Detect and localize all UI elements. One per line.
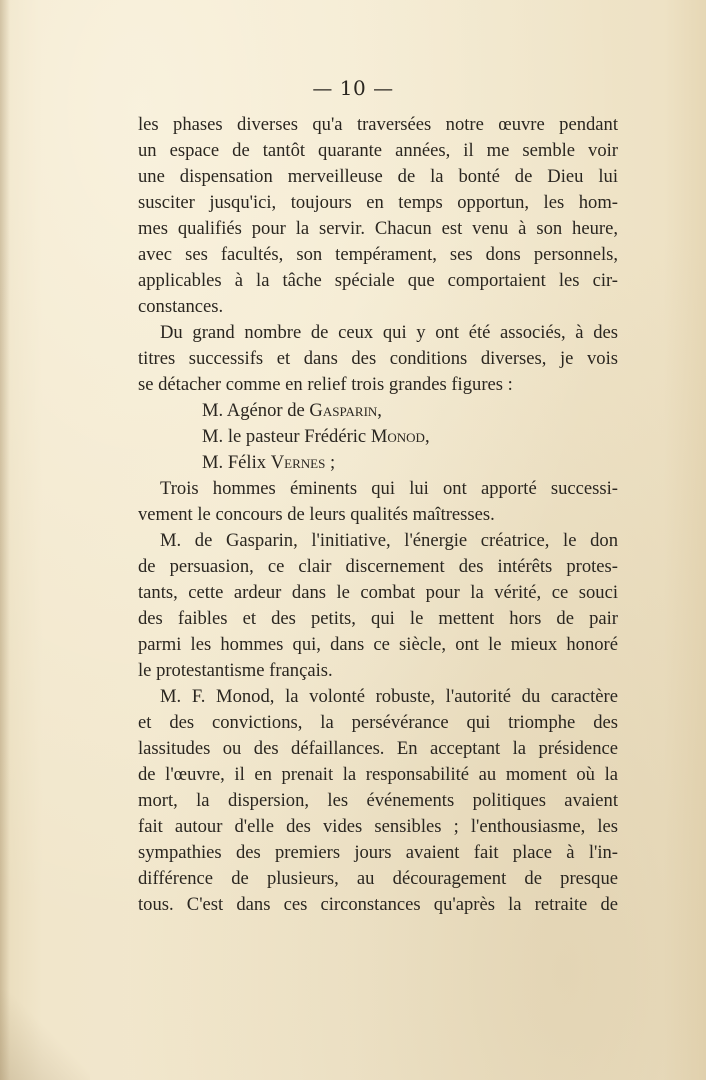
text-line: parmi les hommes qui, dans ce siècle, ont le mieux honoré: [138, 634, 618, 655]
text-line: de l'œuvre, il en prenait la responsabilité au moment où la: [138, 764, 618, 785]
text-line: différence de plusieurs, au découragement de presque: [138, 868, 618, 889]
text-line: les phases diverses qu'a traversées notre œuvre pendant: [138, 114, 618, 135]
text-line: mort, la dispersion, les événements politiques avaient: [138, 790, 618, 811]
text-line: vement le concours de leurs qualités maîtresses.: [138, 504, 495, 525]
text-line: fait autour d'elle des vides sensibles ; l'enthousiasme, les: [138, 816, 618, 837]
text-line: sympathies des premiers jours avaient fait place à l'in-: [138, 842, 618, 863]
page-number-header: — 10 —: [312, 76, 394, 100]
list-item-monod: M. le pasteur Frédéric Monod,: [202, 426, 430, 447]
text-line: se détacher comme en relief trois grandes figures :: [138, 374, 513, 395]
text-line: avec ses facultés, son tempérament, ses dons personnels,: [138, 244, 618, 265]
body-text: [138, 112, 618, 918]
text-line: susciter jusqu'ici, toujours en temps opportun, les hom-: [138, 192, 618, 213]
text-line: le protestantisme français.: [138, 660, 333, 681]
text-line: et des convictions, la persévérance qui triomphe des: [138, 712, 618, 733]
text-line: des faibles et des petits, qui le mettent hors de pair: [138, 608, 618, 629]
text-line: de persuasion, ce clair discernement des intérêts protes-: [138, 556, 618, 577]
text-line: tants, cette ardeur dans le combat pour la vérité, ce souci: [138, 582, 618, 603]
page-corner-wear: [0, 990, 90, 1080]
list-item-gasparin: M. Agénor de Gasparin,: [202, 400, 382, 421]
text-line: tous. C'est dans ces circonstances qu'après la retraite de: [138, 894, 618, 915]
text-line: applicables à la tâche spéciale que comportaient les cir-: [138, 270, 618, 291]
text-line: M. de Gasparin, l'initiative, l'énergie créatrice, le don: [160, 530, 618, 551]
text-line: lassitudes ou des défaillances. En acceptant la présidence: [138, 738, 618, 759]
text-line: constances.: [138, 296, 224, 317]
text-line: un espace de tantôt quarante années, il me semble voir: [138, 140, 618, 161]
text-line: mes qualifiés pour la servir. Chacun est venu à son heure,: [138, 218, 618, 239]
list-item-vernes: M. Félix Vernes ;: [202, 452, 336, 473]
text-line: M. F. Monod, la volonté robuste, l'autorité du caractère: [160, 686, 618, 707]
text-line: une dispensation merveilleuse de la bonté de Dieu lui: [138, 166, 618, 187]
text-line: Trois hommes éminents qui lui ont apporté successi-: [160, 478, 618, 499]
text-line: Du grand nombre de ceux qui y ont été associés, à des: [160, 322, 618, 343]
page-edge-shadow: [0, 0, 10, 1080]
text-line: titres successifs et dans des conditions diverses, je vois: [138, 348, 618, 369]
